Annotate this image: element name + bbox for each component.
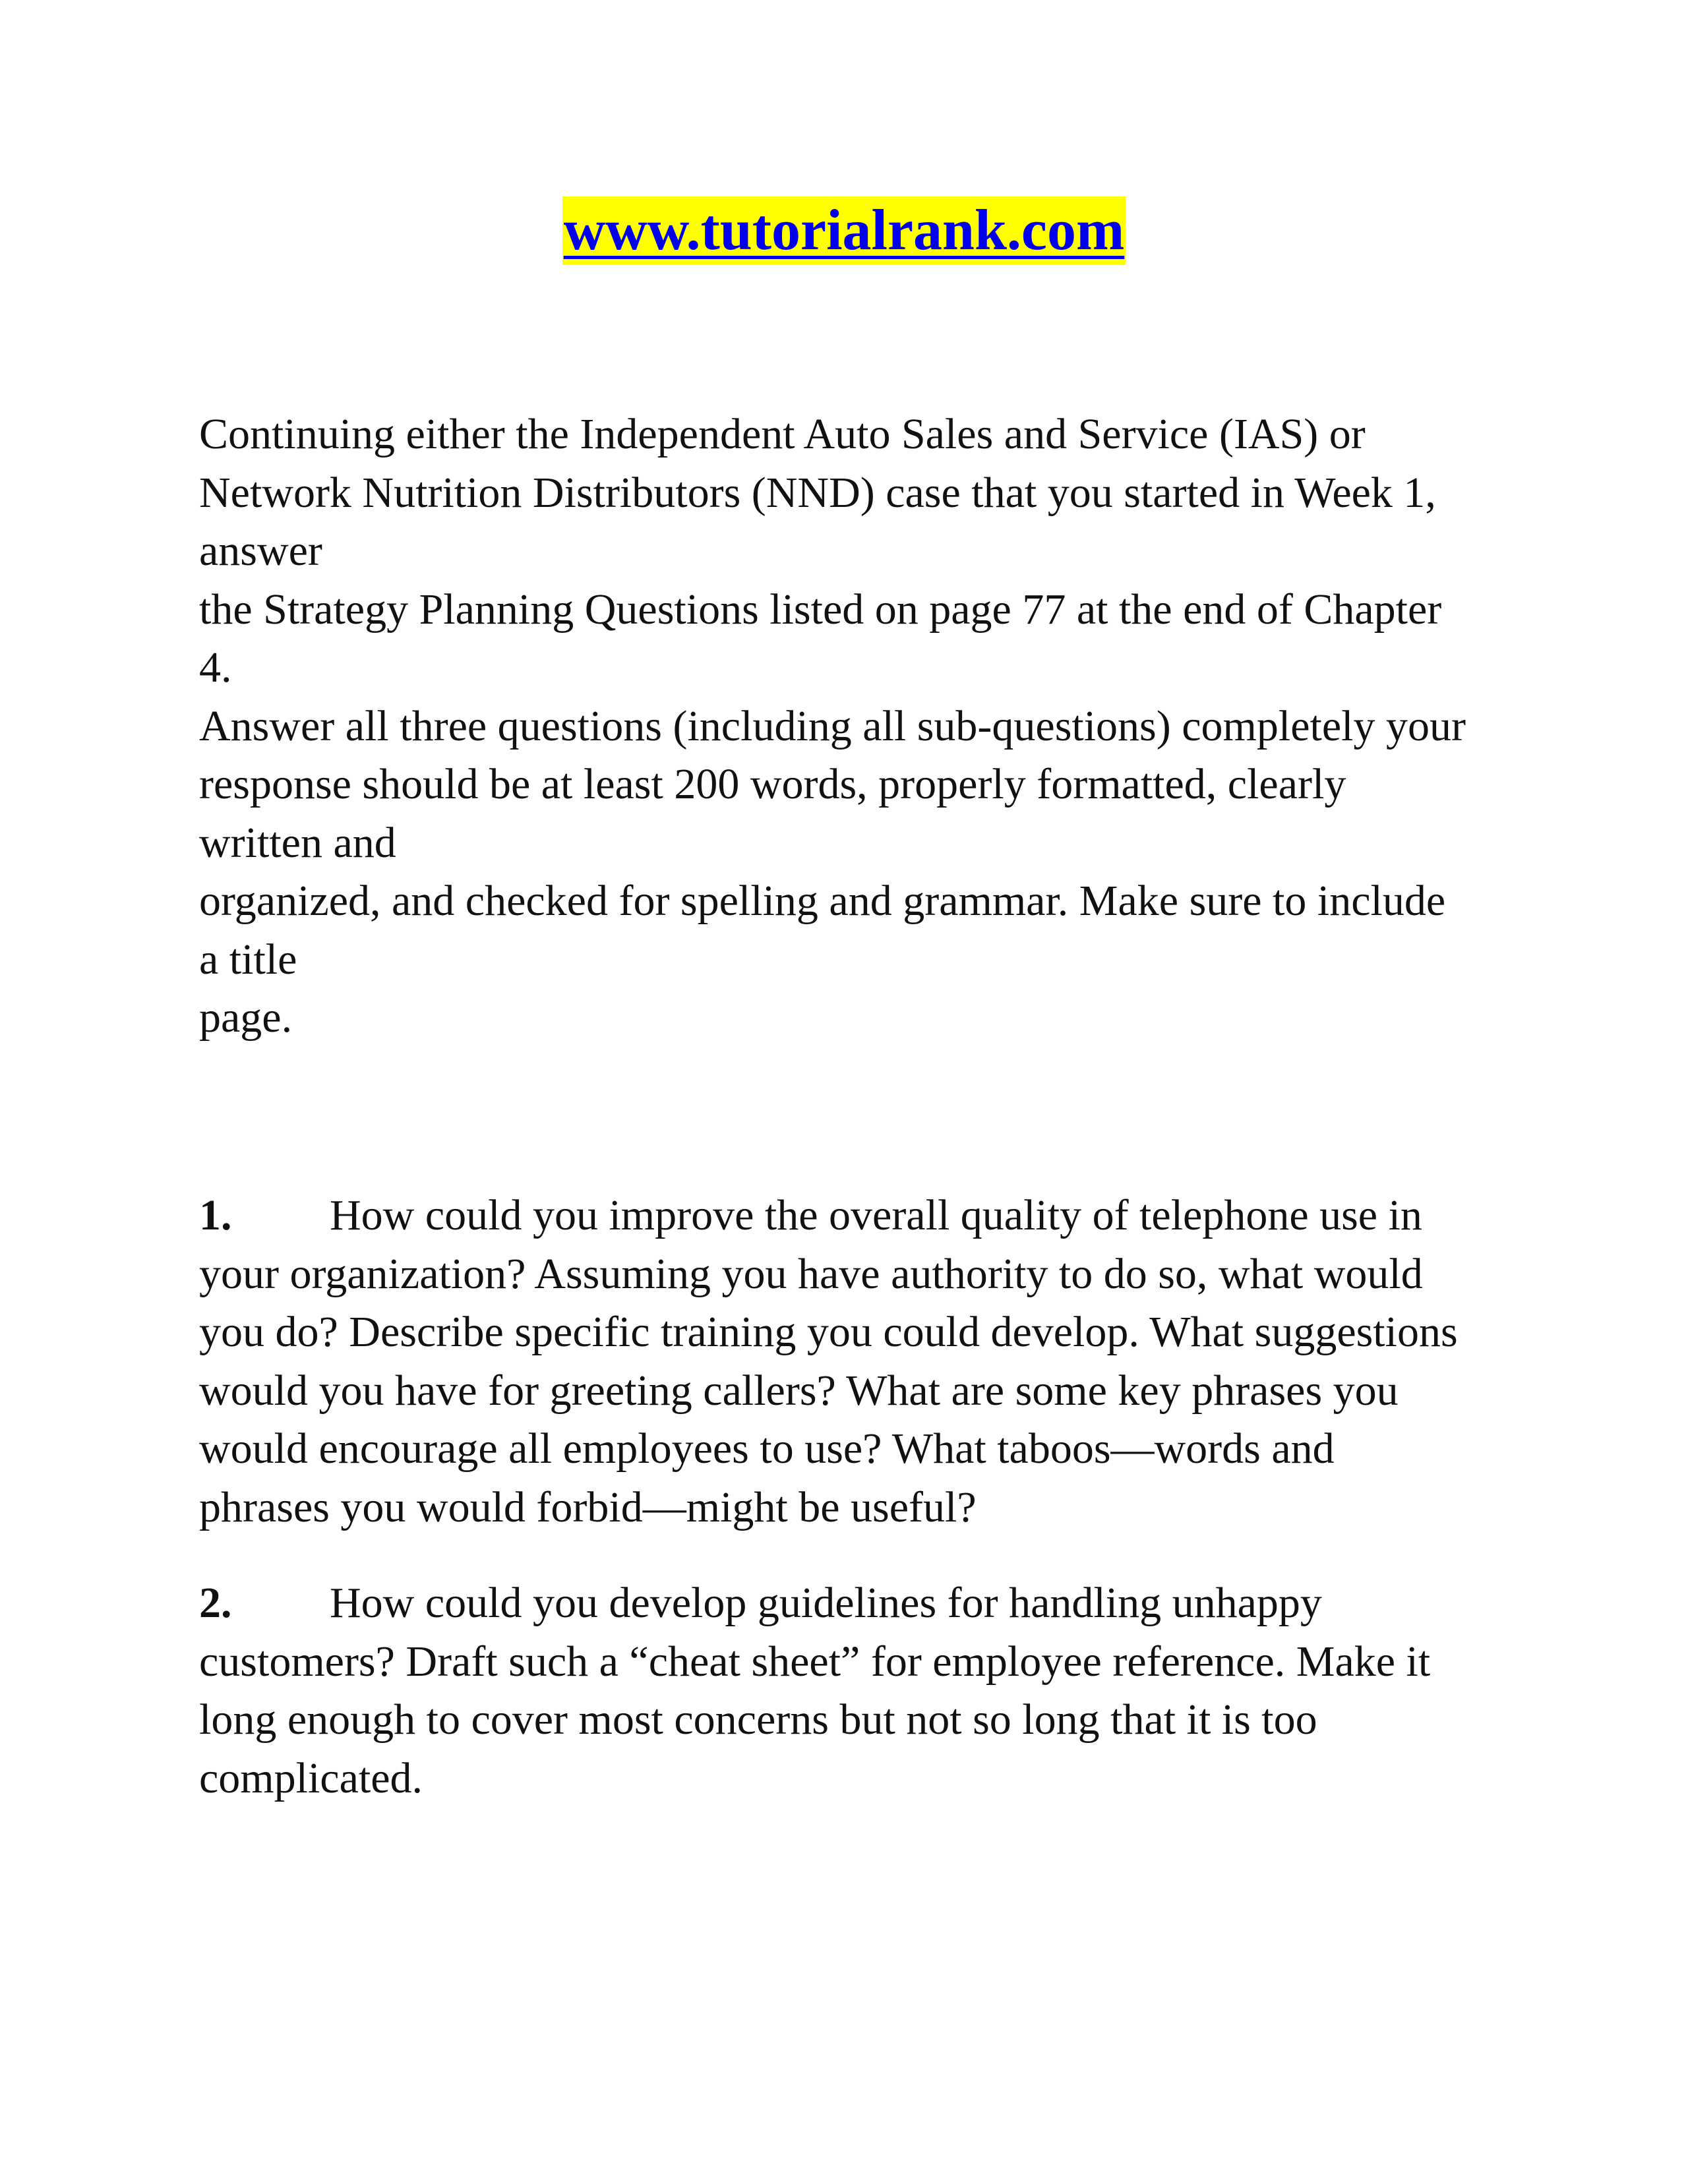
intro-line: response should be at least 200 words, properly formatted, clearly <box>199 760 1346 808</box>
intro-line: Continuing either the Independent Auto Sales and Service (IAS) or <box>199 410 1366 458</box>
question-line: How could you improve the overall quality of telephone use in <box>330 1191 1422 1239</box>
header <box>0 196 1688 265</box>
question-line: your organization? Assuming you have authority to do so, what would <box>199 1249 1423 1298</box>
question-line: customers? Draft such a “cheat sheet” for employee reference. Make it <box>199 1637 1431 1686</box>
intro-line: Answer all three questions (including all sub-questions) completely your <box>199 701 1466 750</box>
intro-line: the Strategy Planning Questions listed on page 77 at the end of Chapter <box>199 585 1442 634</box>
question-line: phrases you would forbid—might be useful? <box>199 1483 977 1531</box>
question-number: 1. <box>199 1191 232 1239</box>
intro-line: page. <box>199 993 293 1042</box>
intro-paragraph <box>199 405 1518 1048</box>
question-line: would encourage all employees to use? What taboos—words and <box>199 1425 1335 1473</box>
question-line: would you have for greeting callers? What are some key phrases you <box>199 1366 1399 1415</box>
question-number: 2. <box>199 1579 232 1627</box>
question-line: complicated. <box>199 1754 423 1802</box>
intro-line: Network Nutrition Distributors (NND) case that you started in Week 1, <box>199 468 1436 517</box>
intro-line: written and <box>199 818 396 867</box>
question-2 <box>199 1574 1518 1808</box>
question-line: How could you develop guidelines for handling unhappy <box>330 1579 1322 1627</box>
intro-line: organized, and checked for spelling and grammar. Make sure to include <box>199 877 1446 925</box>
intro-line: a title <box>199 935 297 984</box>
question-1 <box>199 1187 1518 1537</box>
intro-line: 4. <box>199 643 232 692</box>
intro-line: answer <box>199 527 322 575</box>
site-link[interactable]: www.tutorialrank.com <box>562 196 1126 265</box>
question-line: long enough to cover most concerns but not so long that it is too <box>199 1696 1317 1744</box>
question-line: you do? Describe specific training you could develop. What suggestions <box>199 1308 1458 1356</box>
